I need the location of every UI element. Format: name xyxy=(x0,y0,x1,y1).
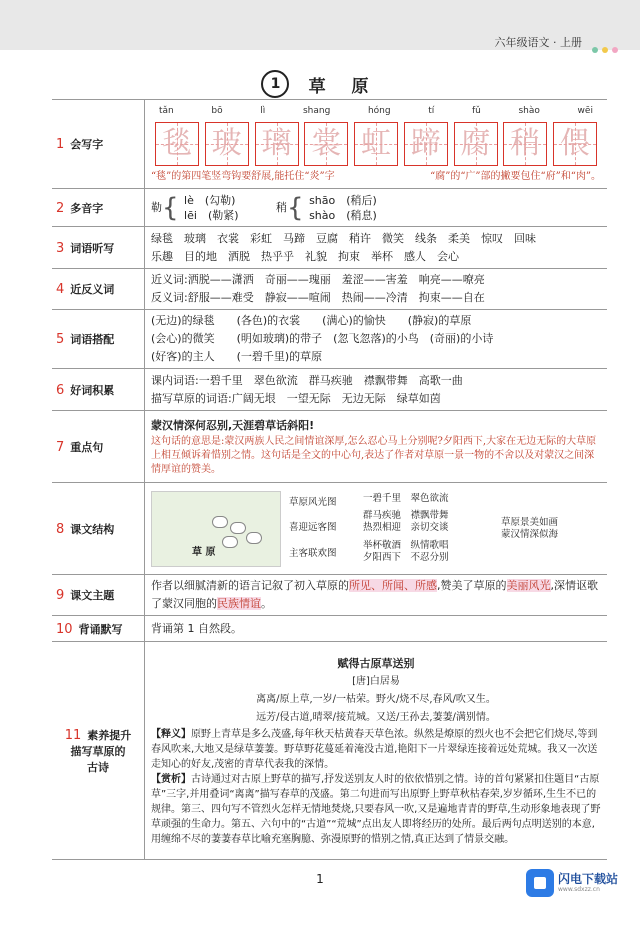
row-label: 10 背诵默写 xyxy=(52,616,145,642)
row-label: 1 会写字 xyxy=(52,100,145,189)
row-key-sentence xyxy=(52,411,607,483)
recite-content: 背诵第 1 自然段。 xyxy=(145,616,608,642)
poem-author: [唐]白居易 xyxy=(352,675,400,687)
poem-line: 远芳/侵古道,晴翠/接荒城。又送/王孙去,萋萋/满别情。 xyxy=(256,711,496,723)
sheep-icon xyxy=(222,536,238,548)
lesson-title: 草 原 xyxy=(308,76,379,97)
poem-content xyxy=(145,642,608,860)
grassland-illustration xyxy=(151,491,281,567)
poem-explanation: 【释义】原野上青草是多么茂盛,每年秋天枯黄春天草色浓。纵然是燎原的烈火也不会把它们烧尽,等到春风吹来,大地又是绿草萋萋。野草野花蔓延着淹没古道,艳阳下一片翠绿连接着远处荒城。我又一次送走知心的好友,茂密的青草代表我的深情。 xyxy=(151,728,598,770)
row-structure xyxy=(52,483,607,575)
char-box: 腐 xyxy=(454,122,498,166)
book-tag: 六年级语文 · 上册 xyxy=(494,36,582,49)
row-polyphone xyxy=(52,189,607,227)
dictation-content: 绿毯 玻璃 衣裳 彩虹 马蹄 豆腐 稍许 微笑 线条 柔美 惊叹 回味 乐趣 目的地 洒脱 热乎乎 礼貌 拘束 举杯 感人 会心 xyxy=(145,227,608,269)
scene-titles: 草原风光图 喜迎远客图 主客联欢图 xyxy=(289,497,337,559)
lesson-number: 1 xyxy=(261,70,289,98)
note-1: “毯”的第四笔竖弯钩要舒展,能托住“炎”字 xyxy=(151,171,335,182)
dot-pink xyxy=(612,47,618,53)
key-sentence-content xyxy=(145,411,608,483)
row-poem xyxy=(52,642,607,860)
row-recite xyxy=(52,616,607,642)
row-label: 11 素养提升 描写草原的 古诗 xyxy=(52,642,145,860)
polyphone-group: 勒{ lè (勾勒) lēi (勒紧) xyxy=(151,192,239,223)
poem-appreciation: 【赏析】古诗通过对古原上野草的描写,抒发送别友人时的依依惜别之情。诗的首句紧紧扣住题目“古原草”三字,并用叠词“离离”描写春草的茂盛。第二句进而写出原野上野草秋枯春荣,岁岁循环,生生不已的规律。第三、四句写不管烈火怎样无情地焚烧,只要春风一吹,又是遍地青青的野草,生动形象地表现了野草顽强的生命力。第五、六句中的“古道”“荒城”点出友人即将经历的处所。最后两句点明送别的本意,用缠绵不尽的萋萋春草比喻充塞胸臆、弥漫原野的惜别之情,真正达到了情景交融。 xyxy=(151,773,601,845)
synonyms-content: 近义词:洒脱——潇洒 奇丽——瑰丽 羞涩——害羞 响亮——嘹亮 反义词:舒服——难受 静寂——喧闹 热闹——冷清 拘束——自在 xyxy=(145,269,608,310)
structure-diagram xyxy=(151,491,601,567)
dot-green xyxy=(592,47,598,53)
row-collocation xyxy=(52,310,607,369)
download-site-logo-icon xyxy=(526,869,554,897)
key-sentence: 蒙汉情深何忍别,天涯碧草话斜阳! xyxy=(151,418,315,432)
watermark-name: 闪电下载站 xyxy=(558,872,619,886)
row-label: 5 词语搭配 xyxy=(52,310,145,369)
char-box: 玻 xyxy=(205,122,249,166)
poem-title: 赋得古原草送别 xyxy=(337,656,415,670)
row-dictation xyxy=(52,227,607,269)
key-sentence-note: 这句话的意思是:蒙汉两族人民之间情谊深厚,怎么忍心马上分别呢?夕阳西下,大家在无边无际的大草原上相互倾诉着惜别之情。这句话是全文的中心句,表达了作者对草原一景一物的不舍以及对蒙汉之间深情厚谊的赞美。 xyxy=(151,435,597,475)
polyphone-group: 稍{ shāo (稍后) shào (稍息) xyxy=(276,192,377,223)
sheep-icon xyxy=(246,532,262,544)
poem-line: 离离/原上草,一岁/一枯荣。野火/烧不尽,春风/吹又生。 xyxy=(256,693,496,705)
row-label: 9 课文主题 xyxy=(52,575,145,616)
row-label: 7 重点句 xyxy=(52,411,145,483)
good-words-content: 课内词语:一碧千里 翠色欲流 群马疾驰 襟飘带舞 高歌一曲 描写草原的词语:广阔无垠 一望无际 无边无际 绿草如茵 xyxy=(145,369,608,411)
char-box: 偎 xyxy=(553,122,597,166)
sheep-icon xyxy=(230,522,246,534)
lesson-header xyxy=(0,70,640,98)
row-label: 6 好词积累 xyxy=(52,369,145,411)
row-synonyms xyxy=(52,269,607,310)
char-box: 裳 xyxy=(304,122,348,166)
char-box: 蹄 xyxy=(404,122,448,166)
note-2: “腐”的“广”部的撇要包住“府”和“肉”。 xyxy=(430,171,601,182)
page-number: 1 xyxy=(316,872,324,886)
watermark-url: www.sdxzz.cn xyxy=(558,886,600,893)
row-theme xyxy=(52,575,607,616)
row-label: 8 课文结构 xyxy=(52,483,145,575)
theme-content: 作者以细腻清新的语言记叙了初入草原的所见、所闻、所感,赞美了草原的美丽风光,深情讴歌了蒙汉同胞的民族情谊。 xyxy=(145,575,608,616)
row-good-words xyxy=(52,369,607,411)
char-box: 虹 xyxy=(354,122,398,166)
char-box: 璃 xyxy=(255,122,299,166)
row-write-chars xyxy=(52,100,607,189)
illustration-caption: 草 原 xyxy=(192,546,216,558)
dot-yellow xyxy=(602,47,608,53)
structure-summary: 草原景美如画 蒙汉情深似海 xyxy=(501,516,559,540)
polyphone-content xyxy=(145,189,608,227)
char-box: 稍 xyxy=(503,122,547,166)
row-label: 3 词语听写 xyxy=(52,227,145,269)
watermark xyxy=(526,866,626,900)
writing-notes xyxy=(151,168,601,186)
sheep-icon xyxy=(212,516,228,528)
write-chars-content xyxy=(145,100,608,189)
structure-content xyxy=(145,483,608,575)
study-table xyxy=(52,99,607,860)
scene-details: 一碧千里 翠色欲流 群马疾驰 襟飘带舞 热烈相迎 亲切交谈 举杯敬酒 纵情歌唱 夕阳西下 不忍分别 xyxy=(363,493,449,563)
row-label: 2 多音字 xyxy=(52,189,145,227)
row-label: 4 近反义词 xyxy=(52,269,145,310)
header-dots xyxy=(588,38,618,57)
pinyin-row: tǎn bō lì shang hóng tí fǔ shào wēi xyxy=(159,106,593,116)
char-grid xyxy=(151,122,601,166)
collocation-content: (无边)的绿毯 (各色)的衣裳 (满心)的愉快 (静寂)的草原 (会心)的微笑 (明如玻璃)的带子 (忽飞忽落)的小鸟 (奇丽)的小诗 (好客)的主人 (一碧千里)的草原 xyxy=(145,310,608,369)
char-box: 毯 xyxy=(155,122,199,166)
